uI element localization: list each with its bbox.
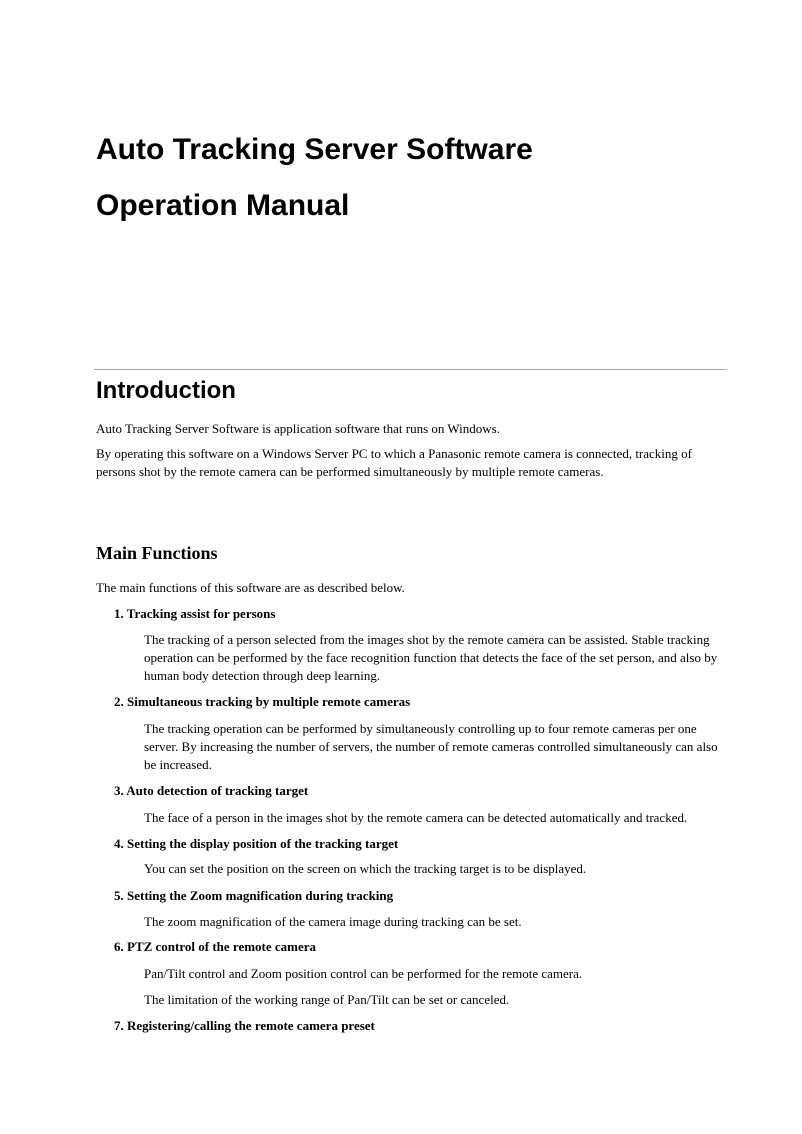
function-item-desc-5: The zoom magnification of the camera image during tracking can be set. [144,914,522,929]
function-item-title-6: 6. PTZ control of the remote camera [114,939,317,954]
function-item-desc-3: The face of a person in the images shot by the remote camera can be detected automatically and tracked. [144,810,688,825]
main-functions-heading: Main Functions [96,543,218,563]
introduction-heading: Introduction [96,377,236,404]
function-item-desc-1: The tracking of a person selected from the images shot by the remote camera can be assisted. Stable tracking operation can be performed by the face recognition function that detects the face of the set person, and also by human body detection through deep learning. [144,632,718,683]
section-divider [94,369,727,370]
document-title-line-1: Auto Tracking Server Software [96,133,533,166]
introduction-paragraph-1: Auto Tracking Server Software is application software that runs on Windows. [96,421,500,436]
main-functions-description: The main functions of this software are as described below. [96,580,405,595]
function-item-title-1: 1. Tracking assist for persons [114,606,276,621]
function-item-title-4: 4. Setting the display position of the tracking target [114,836,399,851]
function-item-title-2: 2. Simultaneous tracking by multiple remote cameras [114,694,411,709]
document-title-line-2: Operation Manual [96,189,350,222]
function-item-desc-6a: Pan/Tilt control and Zoom position control can be performed for the remote camera. [144,966,583,981]
function-item-title-7: 7. Registering/calling the remote camera preset [114,1018,375,1033]
function-item-desc-6b: The limitation of the working range of Pan/Tilt can be set or canceled. [144,992,510,1007]
function-item-title-5: 5. Setting the Zoom magnification during tracking [114,888,394,903]
function-item-desc-2: The tracking operation can be performed by simultaneously controlling up to four remote cameras per one server. By increasing the number of servers, the number of remote cameras controlled simultaneously can also be increased. [144,721,718,772]
introduction-paragraph-2: By operating this software on a Windows Server PC to which a Panasonic remote camera is connected, tracking of persons shot by the remote camera can be performed simultaneously by multiple remote cameras. [96,446,692,479]
function-item-title-3: 3. Auto detection of tracking target [114,783,309,798]
function-item-desc-4: You can set the position on the screen on which the tracking target is to be displayed. [144,861,587,876]
